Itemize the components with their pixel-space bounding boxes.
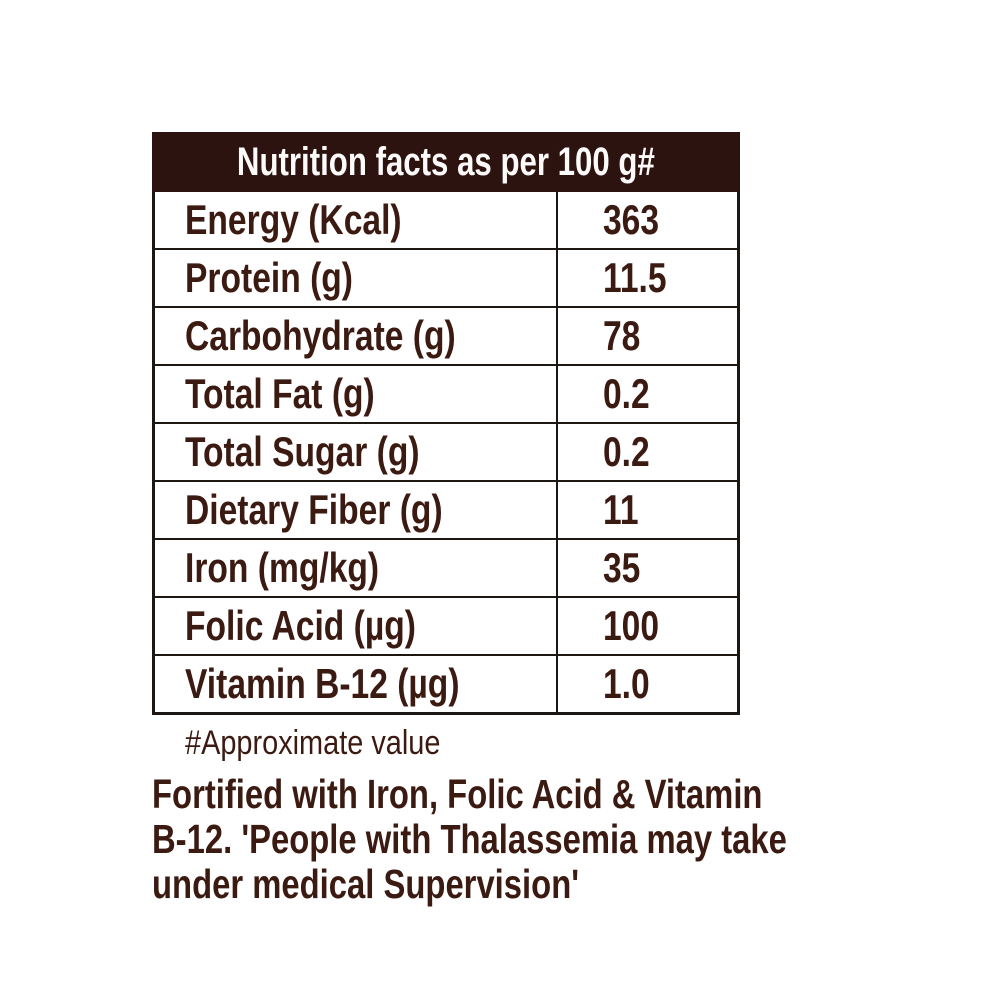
nutrient-value: 363 [603,196,660,243]
table-row [155,248,737,306]
nutrient-value: 78 [603,312,641,359]
approximate-value-footnote [185,724,486,762]
nutrient-name-cell [155,424,558,480]
nutrient-name-cell [155,598,558,654]
nutrient-value-cell [558,424,737,480]
nutrient-value: 0.2 [603,428,650,475]
nutrient-name: Dietary Fiber (g) [185,486,443,533]
nutrient-value-cell [558,308,737,364]
nutrient-name-cell [155,192,558,248]
nutrient-name: Folic Acid (µg) [185,602,416,649]
fortified-note-line: Fortified with Iron, Folic Acid & Vitamin [152,771,763,817]
table-row [155,192,737,248]
nutrient-name-cell [155,482,558,538]
nutrient-value: 100 [603,602,660,649]
table-body [152,192,740,715]
nutrient-name-cell [155,366,558,422]
table-row [155,538,737,596]
nutrient-value-cell [558,192,737,248]
nutrient-name-cell [155,250,558,306]
fortified-note [152,772,946,907]
table-row [155,306,737,364]
fortified-note-line: B-12. 'People with Thalassemia may take [152,816,787,862]
nutrient-name-cell [155,308,558,364]
table-row [155,480,737,538]
nutrient-name: Iron (mg/kg) [185,544,380,591]
nutrient-name: Vitamin B-12 (µg) [185,660,460,707]
nutrient-value-cell [558,656,737,712]
table-row [155,364,737,422]
nutrient-value: 0.2 [603,370,650,417]
nutrient-value-cell [558,540,737,596]
nutrient-name: Total Sugar (g) [185,428,420,475]
nutrient-value-cell [558,250,737,306]
nutrient-name: Total Fat (g) [185,370,375,417]
nutrient-value: 11.5 [603,254,667,301]
footnote-text: #Approximate value [185,724,441,762]
table-row [155,596,737,654]
nutrient-value: 1.0 [603,660,650,707]
table-row [155,422,737,480]
nutrient-value-cell [558,366,737,422]
table-row [155,654,737,712]
nutrient-name-cell [155,656,558,712]
nutrient-value: 11 [603,486,639,533]
nutrient-name: Protein (g) [185,254,353,301]
table-header [152,132,740,192]
fortified-note-line: under medical Supervision' [152,861,580,907]
table-title: Nutrition facts as per 100 g# [237,139,655,184]
nutrient-name: Carbohydrate (g) [185,312,456,359]
nutrient-value-cell [558,482,737,538]
nutrition-table [152,132,740,715]
nutrient-value-cell [558,598,737,654]
nutrient-name: Energy (Kcal) [185,196,402,243]
nutrient-name-cell [155,540,558,596]
nutrient-value: 35 [603,544,641,591]
